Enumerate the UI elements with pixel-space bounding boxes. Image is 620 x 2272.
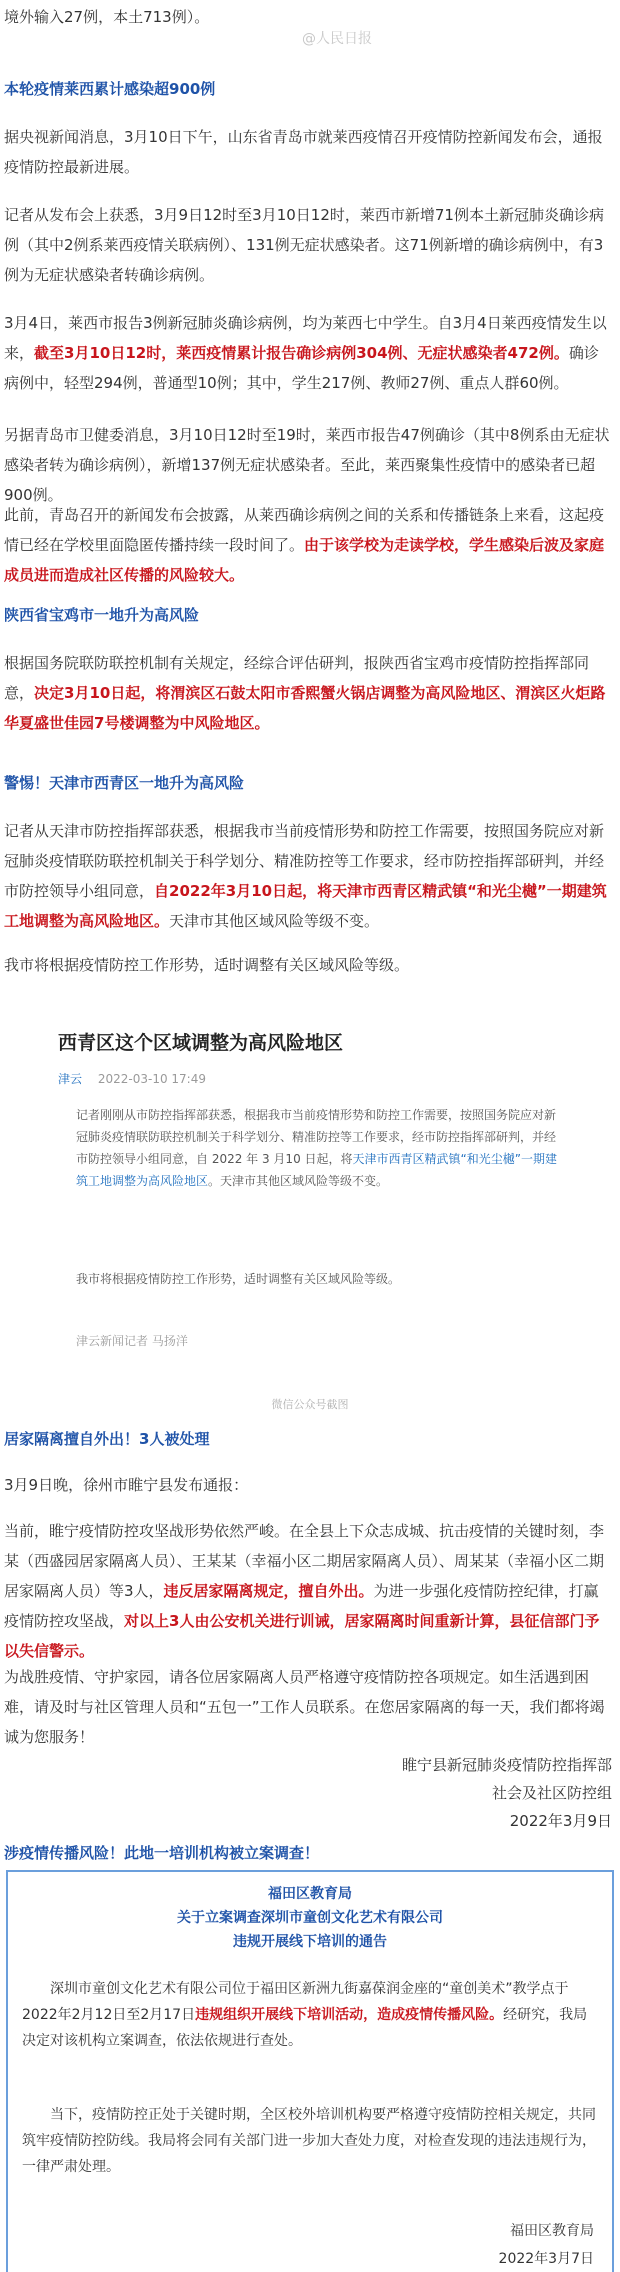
notice-signature: 福田区教育局 bbox=[510, 2223, 594, 2239]
image-caption: 微信公众号截图 bbox=[271, 1398, 349, 1411]
paragraph: 根据国务院联防联控机制有关规定，经综合评估研判，报陕西省宝鸡市疫情防控指挥部同意，决定3月10日起，将渭滨区石鼓太阳市香熙蟹火锅店调整为高风险地区、渭滨区火炬路华夏盛世佳园7号楼调整为中风险地区。 bbox=[4, 654, 606, 732]
section-heading-laixi: 本轮疫情莱西累计感染超900例 bbox=[4, 80, 216, 98]
emphasis-text: 自2022年3月10日起，将天津市西青区精武镇“和光尘樾”一期建筑工地调整为高风险地区。 bbox=[4, 882, 607, 930]
paragraph: 我市将根据疫情防控工作形势，适时调整有关区域风险等级。 bbox=[4, 956, 410, 974]
paragraph: 3月9日晚，徐州市睢宁县发布通报： bbox=[4, 1476, 249, 1494]
card-title: 西青区这个区域调整为高风险地区 bbox=[58, 1032, 344, 1054]
notice-title: 关于立案调查深圳市童创文化艺术有限公司 bbox=[177, 1910, 443, 1926]
emphasis-text: 决定3月10日起，将渭滨区石鼓太阳市香熙蟹火锅店调整为高风险地区、渭滨区火炬路华夏盛世佳园7号楼调整为中风险地区。 bbox=[4, 684, 606, 732]
emphasis-text: 截至3月10日12时，莱西疫情累计报告确诊病例304例、无症状感染者472例。 bbox=[34, 344, 569, 362]
notice-title: 违规开展线下培训的通告 bbox=[233, 1934, 387, 1950]
paragraph: 此前，青岛召开的新闻发布会披露，从莱西确诊病例之间的关系和传播链条上来看，这起疫情已经在学校里面隐匿传播持续一段时间了。由于该学校为走读学校，学生感染后波及家庭成员进而造成社区传播的风险较大。 bbox=[4, 506, 605, 584]
card-link[interactable]: 天津市西青区精武镇“和光尘樾”一期建筑工地调整为高风险地区 bbox=[76, 1152, 557, 1188]
emphasis-text: 对以上3人由公安机关进行训诫，居家隔离时间重新计算，县征信部门予以失信警示。 bbox=[4, 1612, 600, 1660]
card-meta bbox=[58, 1064, 206, 1094]
paragraph: 另据青岛市卫健委消息，3月10日12时至19时，莱西市报告47例确诊（其中8例系由无症状感染者转为确诊病例），新增137例无症状感染者。至此，莱西聚集性疫情中的感染者已超900例。 bbox=[4, 426, 610, 504]
card-source: 津云 bbox=[58, 1072, 83, 1086]
signature: 社会及社区防控组 bbox=[491, 1784, 612, 1802]
signature-date: 2022年3月9日 bbox=[509, 1812, 612, 1830]
signature: 睢宁县新冠肺炎疫情防控指挥部 bbox=[401, 1756, 612, 1774]
intro-line: 境外输入27例，本土713例）。 bbox=[4, 8, 210, 26]
card-body: 记者刚刚从市防控指挥部获悉，根据我市当前疫情形势和防控工作需要，按照国务院应对新冠肺炎疫情联防联控机制关于科学划分、精准防控等工作要求，经市防控指挥部研判，并经市防控领导小组同意，自 2022 年 3 月10 日起，将天津市西青区精武镇“和光尘樾”一期建筑工地调整为高风险地区。天津市其他区域风险等级不变。 bbox=[76, 1108, 557, 1188]
notice-paragraph: 当下，疫情防控正处于关键时期，全区校外培训机构要严格遵守疫情防控相关规定，共同筑牢疫情防控防线。我局将会同有关部门进一步加大查处力度，对检查发现的违法违规行为，一律严肃处理。 bbox=[22, 2107, 596, 2175]
notice-date: 2022年3月7日 bbox=[498, 2251, 594, 2267]
notice-paragraph: 深圳市童创文化艺术有限公司位于福田区新洲九街嘉葆润金座的“童创美术”教学点于2022年2月12日至2月17日违规组织开展线下培训活动，造成疫情传播风险。经研究，我局决定对该机构立案调查，依法依规进行查处。 bbox=[22, 1981, 588, 2049]
notice-title: 福田区教育局 bbox=[268, 1886, 352, 1902]
paragraph: 当前，睢宁疫情防控攻坚战形势依然严峻。在全县上下众志成城、抗击疫情的关键时刻，李某（西盛园居家隔离人员）、王某某（幸福小区二期居家隔离人员）、周某某（幸福小区二期居家隔离人员）等3人，违反居家隔离规定，擅自外出。为进一步强化疫情防控纪律，打赢疫情防控攻坚战，对以上3人由公安机关进行训诫，居家隔离时间重新计算，县征信部门予以失信警示。 bbox=[4, 1522, 605, 1660]
embedded-article-card bbox=[36, 1020, 576, 1380]
paragraph: 为战胜疫情、守护家园，请各位居家隔离人员严格遵守疫情防控各项规定。如生活遇到困难，请及时与社区管理人员和“五包一”工作人员联系。在您居家隔离的每一天，我们都将竭诚为您服务！ bbox=[4, 1668, 605, 1746]
paragraph: 记者从发布会上获悉，3月9日12时至3月10日12时，莱西市新增71例本土新冠肺炎确诊病例（其中2例系莱西疫情关联病例）、131例无症状感染者。这71例新增的确诊病例中，有3例为无症状感染者转确诊病例。 bbox=[4, 206, 604, 284]
section-heading-futian: 涉疫情传播风险！此地一培训机构被立案调查！ bbox=[4, 1844, 320, 1862]
section-heading-baoji: 陕西省宝鸡市一地升为高风险 bbox=[4, 606, 200, 624]
paragraph: 记者从天津市防控指挥部获悉，根据我市当前疫情形势和防控工作需要，按照国务院应对新冠肺炎疫情联防联控机制关于科学划分、精准防控等工作要求，经市防控指挥部研判，并经市防控领导小组同意，自2022年3月10日起，将天津市西青区精武镇“和光尘樾”一期建筑工地调整为高风险地区。天津市其他区域风险等级不变。 bbox=[4, 822, 607, 930]
emphasis-text: 由于该学校为走读学校，学生感染后波及家庭成员进而造成社区传播的风险较大。 bbox=[4, 536, 605, 584]
card-body-2: 我市将根据疫情防控工作形势，适时调整有关区域风险等级。 bbox=[76, 1272, 401, 1286]
section-heading-tianjin: 警惕！天津市西青区一地升为高风险 bbox=[4, 774, 245, 792]
card-footer: 津云新闻记者 马扬洋 bbox=[76, 1334, 188, 1348]
emphasis-text: 违反居家隔离规定，擅自外出。 bbox=[163, 1582, 374, 1600]
paragraph: 3月4日，莱西市报告3例新冠肺炎确诊病例，均为莱西七中学生。自3月4日莱西疫情发生以来，截至3月10日12时，莱西疫情累计报告确诊病例304例、无症状感染者472例。确诊病例中，轻型294例，普通型10例；其中，学生217例、教师27例、重点人群60例。 bbox=[4, 314, 607, 392]
emphasis-text: 违规组织开展线下培训活动，造成疫情传播风险。 bbox=[195, 2007, 504, 2023]
card-time: 2022-03-10 17:49 bbox=[97, 1072, 206, 1086]
section-heading-suining: 居家隔离擅自外出！3人被处理 bbox=[4, 1430, 210, 1448]
official-notice bbox=[6, 1870, 614, 2272]
watermark: @人民日报 bbox=[302, 31, 372, 47]
paragraph: 据央视新闻消息，3月10日下午，山东省青岛市就莱西疫情召开疫情防控新闻发布会，通报疫情防控最新进展。 bbox=[4, 128, 603, 176]
